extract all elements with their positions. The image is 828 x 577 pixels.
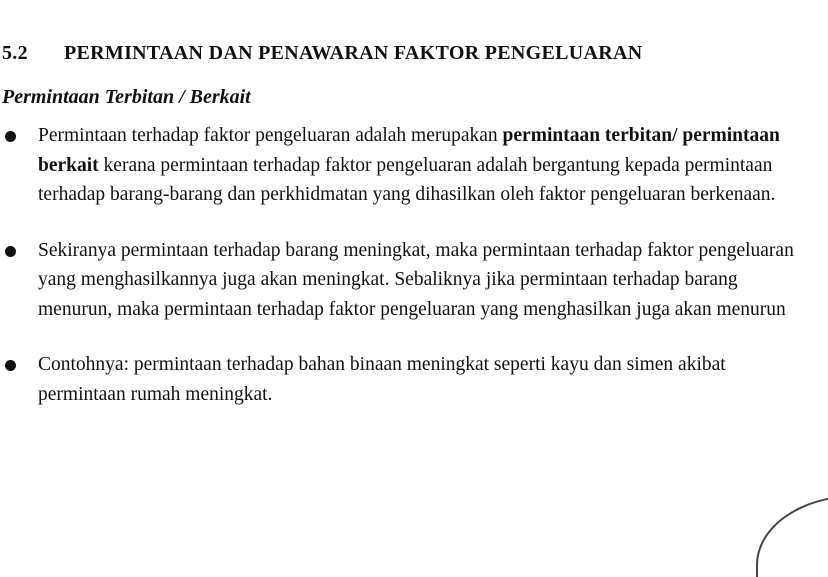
bullet-item-1 <box>0 121 828 210</box>
bullet-2-text: Sekiranya permintaan terhadap barang meningkat, maka permintaan terhadap faktor pengeluaran yang menghasilkannya juga akan meningkat. Sebaliknya jika permintaan terhadap barang menurun, maka permintaan terhadap faktor pengeluaran yang menghasilkan juga akan menurun <box>38 239 794 320</box>
subheading: Permintaan Terbitan / Berkait <box>2 86 251 108</box>
bullet-1-bold-term: permintaan terbitan/ permintaan berkait <box>38 125 780 176</box>
bullet-dot-icon <box>5 246 16 257</box>
section-heading <box>2 42 642 65</box>
bullet-1-text-start: Permintaan terhadap faktor pengeluaran adalah merupakan <box>38 125 503 146</box>
bullet-item-3 <box>0 350 828 409</box>
bullet-3-text: Contohnya: permintaan terhadap bahan binaan meningkat seperti kayu dan simen akibat permintaan rumah meningkat. <box>38 354 726 405</box>
section-number: 5.2 <box>2 42 28 64</box>
section-title: PERMINTAAN DAN PENAWARAN FAKTOR PENGELUARAN <box>64 42 643 64</box>
corner-arc-decoration <box>756 495 828 577</box>
bullet-1-text-end: kerana permintaan terhadap faktor pengeluaran adalah bergantung kepada permintaan terhadap barang-barang dan perkhidmatan yang dihasilkan oleh faktor pengeluaran berkenaan. <box>38 154 776 205</box>
bullet-dot-icon <box>5 131 16 142</box>
bullet-item-2 <box>0 236 828 325</box>
bullet-list <box>0 121 828 409</box>
bullet-dot-icon <box>5 360 16 371</box>
